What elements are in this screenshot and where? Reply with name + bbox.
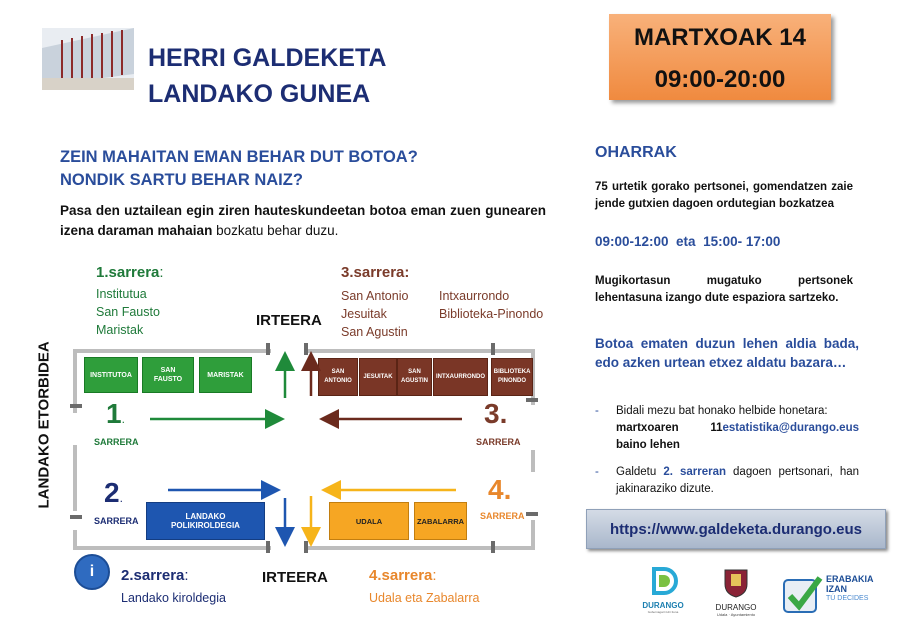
entrance-1-dot: . xyxy=(121,412,125,426)
entrance-1-item: Institutua xyxy=(96,287,147,301)
entrance-4-colon: : xyxy=(432,567,437,584)
notes-bullet-2 xyxy=(595,464,859,498)
notes-bullet-1 xyxy=(595,403,859,454)
entrance-1-item: San Fausto xyxy=(96,305,160,319)
question-body-bold: Pasa den uztailean egin ziren hauteskundeetan botoa eman zuen gunearen izena daraman mahaian xyxy=(60,203,546,238)
question-line-1: ZEIN MAHAITAN EMAN BEHAR DUT BOTOA? xyxy=(60,148,418,166)
durango-logo-2-sub: Udala · Ayuntamiento xyxy=(716,612,756,617)
notes-title: OHARRAK xyxy=(595,144,677,161)
exit-top-label: IRTEERA xyxy=(256,312,322,329)
entrance-3-item: Intxaurrondo xyxy=(439,289,510,303)
entrance-3-item: Biblioteka-Pinondo xyxy=(439,307,544,321)
hours-text: 09:00-20:00 xyxy=(654,66,786,93)
table-jesuitak: JESUITAK xyxy=(359,358,397,396)
exit-bottom-label: IRTEERA xyxy=(262,569,328,586)
entrance-3-number xyxy=(484,398,507,430)
table-landako-polikiroldegia: LANDAKO POLIKIROLDEGIA xyxy=(146,502,265,540)
entrance-3-dot: . xyxy=(499,398,508,429)
entrance-4-list xyxy=(369,567,479,607)
bullet-marker: - xyxy=(595,466,599,478)
entrance-2-list xyxy=(121,567,226,607)
question-line-2: NONDIK SARTU BEHAR NAIZ? xyxy=(60,171,303,189)
info-icon xyxy=(74,554,110,590)
entrance-4-digit: 4 xyxy=(488,474,504,505)
durango-logo-2 xyxy=(706,568,766,624)
entrance-3-item: San Agustin xyxy=(341,325,408,339)
notes-p1: 75 urtetik gorako pertsonei, gomendatzen zaie jende gutxien dagoen ordutegian bozkatzea xyxy=(595,181,853,210)
entrance-4-item: Udala eta Zabalarra xyxy=(369,591,480,605)
street-label: LANDAKO ETORBIDEA xyxy=(35,341,53,509)
erabakia-line-3: TÚ DECIDES xyxy=(826,595,869,602)
table-intxaurrondo: INTXAURRONDO xyxy=(433,358,488,396)
durango-logo-1-sub: Gobernagarri Hiri Ituna xyxy=(647,610,679,614)
title-line-2: LANDAKO GUNEA xyxy=(148,80,371,108)
durango-logo-2-text: DURANGO xyxy=(715,603,757,612)
notes-p2: Mugikortasun mugatuko pertsonek lehentasuna izango dute espaziora sartzeko. xyxy=(595,275,853,304)
entrance-2-title: 2.sarrera xyxy=(121,567,185,584)
table-zabalarra: ZABALARRA xyxy=(414,502,467,540)
table-maristak: MARISTAK xyxy=(199,357,252,393)
title-line-1: HERRI GALDEKETA xyxy=(148,44,387,72)
entrance-2-digit: 2 xyxy=(104,477,120,508)
entrance-1-digit: 1 xyxy=(106,398,122,429)
table-san-agustin: SAN AGUSTIN xyxy=(397,358,432,396)
bullet-2-highlight: 2. sarreran xyxy=(663,466,726,478)
entrance-1-item: Maristak xyxy=(96,323,144,337)
durango-logo-1 xyxy=(632,566,694,622)
entrance-2-number xyxy=(104,477,123,509)
entrance-2-item: Landako kiroldegia xyxy=(121,591,226,605)
notes-p1-hours: 09:00-12:00 eta 15:00- 17:00 xyxy=(595,234,781,249)
entrance-2-colon: : xyxy=(184,567,189,584)
entrance-2-label: SARRERA xyxy=(94,516,139,526)
table-biblioteka-pinondo: BIBLIOTEKA PINONDO xyxy=(491,358,533,396)
bullet-1-text: Bidali mezu bat honako helbide honetara: xyxy=(616,405,828,417)
info-icon-glyph: i xyxy=(89,563,95,580)
entrance-3-item: San Antonio xyxy=(341,289,409,303)
table-udala: UDALA xyxy=(329,502,409,540)
bullet-2-text-end: dagoen pertsonari, han jakinaraziko dizute. xyxy=(616,466,860,495)
entrance-1-number xyxy=(106,398,125,430)
email-link[interactable]: estatistika@durango.eus xyxy=(722,422,859,434)
entrance-3-item: Jesuitak xyxy=(341,307,387,321)
entrance-1-label: SARRERA xyxy=(94,437,139,447)
erabakia-line-2: IZAN xyxy=(826,584,847,594)
durango-mark-icon xyxy=(648,566,678,596)
entrance-4-title: 4.sarrera xyxy=(369,567,433,584)
bullet-marker: - xyxy=(595,405,599,417)
checkmark-icon xyxy=(782,572,824,614)
entrance-1-title: 1.sarrera xyxy=(96,264,160,281)
entrance-3-label: SARRERA xyxy=(476,437,521,447)
entrance-3-title: 3.sarrera: xyxy=(341,264,410,281)
entrance-3-digit: 3 xyxy=(484,398,500,429)
entrance-4-label: SARRERA xyxy=(480,511,525,521)
entrance-4-dot: . xyxy=(503,474,512,505)
question-body-normal: bozkatu behar duzu. xyxy=(212,223,339,238)
table-institutua: INSTITUTOA xyxy=(84,357,138,393)
date-text: MARTXOAK 14 xyxy=(633,24,807,51)
coat-of-arms-icon xyxy=(723,568,749,598)
table-san-fausto: SAN FAUSTO xyxy=(142,357,194,393)
notes-p3: Botoa ematen duzun lehen aldia bada, edo azken urtean etxez aldatu bazara… xyxy=(595,336,859,370)
entrance-2-dot: . xyxy=(119,491,123,505)
entrance-4-number xyxy=(488,474,511,506)
bullet-2-text: Galdetu xyxy=(616,466,664,478)
table-san-antonio: SAN ANTONIO xyxy=(318,358,358,396)
erabakia-line-1: ERABAKIA xyxy=(826,574,874,584)
durango-logo-1-text: DURANGO xyxy=(642,601,684,610)
bullet-1-deadline: martxoaren 11 baino lehen xyxy=(616,422,723,451)
entrance-1-colon: : xyxy=(159,264,164,281)
erabakia-logo xyxy=(782,570,882,618)
website-link[interactable]: https://www.galdeketa.durango.eus xyxy=(586,509,886,549)
